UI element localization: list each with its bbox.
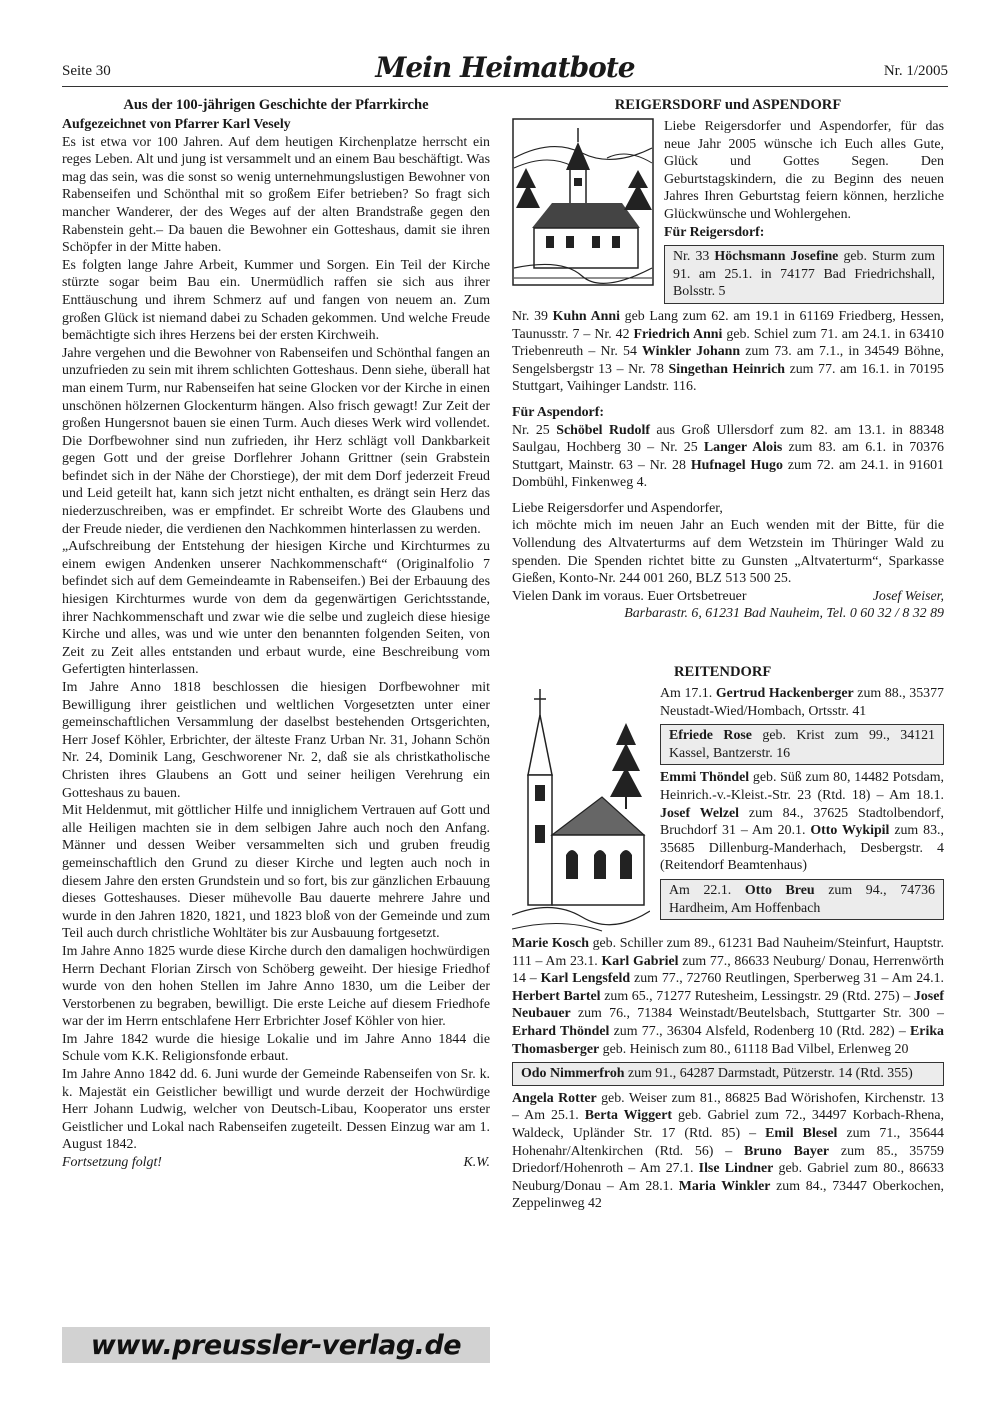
person-name: Maria Winkler bbox=[678, 1178, 771, 1194]
article-paragraph: Es folgten lange Jahre Arbeit, Kummer und Sorgen. Ein Teil der Kirche stürzte sogar beim Bau ein. Unermüdlich raffen sie sich aus ihrer Enttäuschung und ihrem Schmerz auf und fangen von neuem an. Zum großen Glück ist niemand dabei zu Schaden gekommen. Und welche Freude bemächtigte sich ihres Herzens bei der ersten Kirchweih. bbox=[62, 257, 490, 344]
article-byline: Aufgezeichnet von Pfarrer Karl Vesely bbox=[62, 117, 291, 132]
person-name: Herbert Bartel bbox=[512, 988, 601, 1004]
entry-details: zum 84., 37625 Stadtolbendorf, Bruchdorf 31 – Am 20.1. bbox=[660, 805, 944, 839]
reitendorf-entry bbox=[660, 685, 944, 720]
reigersdorf-birthdays bbox=[512, 308, 944, 396]
entry-details: zum 77., 72760 Reutlingen, Sperberweg 31 – Am 24.1. bbox=[630, 971, 945, 987]
entry-details: zum 85., 35759 Driedorf/Hohenroth – Am 27.1. bbox=[512, 1143, 944, 1177]
reigersdorf-intro: Liebe Reigersdorfer und Aspendorfer, für das neue Jahr 2005 wünsche ich Euch alles Gute, Glück und Gottes Segen. Den Geburtstagskindern, die zu Beginn des neuen Jahres Ihren Geburtstag feiern können, herzliche Glückwünsche und Wohlergehen. bbox=[664, 119, 944, 222]
page-header bbox=[62, 52, 948, 87]
appeal-signer: Josef Weiser, bbox=[872, 588, 944, 604]
person-name: Marie Kosch bbox=[512, 936, 589, 952]
entry-prefix: Am 22.1. bbox=[669, 882, 745, 898]
entry-details: zum 73. am 7.1., in 34549 Böhne, Sengelsbergstr 13 – Nr. 78 bbox=[512, 344, 944, 377]
article-paragraph: Mit Heldenmut, mit göttlicher Hilfe und inniglichem Vertrauen auf Gott und alle Heiligen machten sie in dem selbigen Jahre auch noch den Anfang. Männer und dessen Weiber versammelten sich und gruben freudig gemeinschaftlich den Grund zu dieser Kirche und legten auch noch in diesem Jahre den ersten Grundstein und so fort, bis zur gänzlichen Erbauung dieses Gotteshauses. Dieser mühevolle Bau dauerte mehrere Jahre und wurde in den Jahren 1820, 1821, und 1823 bloß von der Gemeinde und zum Teil auch durch christliche Wohltäter bis zur Ausbauung fortgesetzt. bbox=[62, 803, 490, 942]
person-name: Efriede Rose bbox=[669, 728, 752, 744]
entry-prefix: Nr. 33 bbox=[673, 249, 715, 265]
article-paragraph: Es ist etwa vor 100 Jahren. Auf dem heutigen Kirchenplatze herrscht ein reges Leben. Alt und jung ist versammelt und an einem Bau beschäftigt. Was mag das sein, was die sonst so wenig unternehmungslustigen Bewohner von Rabenseifen und Schönthal mit so großem Eifer betrieben? So fragt sich mancher Wanderer, der des Weges auf der alten Brandstraße gegen den Rabenstein geht.– Da bauen die Bewohner ein Gotteshaus, damit sie ihren Schöpfer in der Mitte haben. bbox=[62, 134, 490, 256]
masthead-logo: Mein Heimatbote bbox=[375, 51, 635, 84]
reigersdorf-intro-block bbox=[512, 118, 944, 308]
person-name: Emil Blesel bbox=[765, 1125, 838, 1141]
person-name: Hufnagel Hugo bbox=[690, 457, 783, 473]
continued-note: Fortsetzung folgt! bbox=[62, 1155, 162, 1171]
entry-prefix: Nr. 39 bbox=[512, 308, 553, 324]
entry-details: geb. Gabriel zum 80., 86633 Neuburg/Donau – Am 28.1. bbox=[512, 1161, 944, 1194]
person-name: Josef Welzel bbox=[660, 805, 740, 821]
person-name: Singethan Heinrich bbox=[668, 361, 785, 377]
entry-details: zum 77., 86633 Neuburg/ Donau, Herrenwörth 14 – bbox=[512, 953, 944, 987]
publisher-banner[interactable] bbox=[62, 1327, 490, 1363]
entry-details: zum 77., 36304 Alsfeld, Rodenberg 10 (Rtd. 282) – bbox=[609, 1024, 911, 1039]
entry-details: zum 65., 71277 Rutesheim, Lessingstr. 29 (Rtd. 275) – bbox=[600, 988, 914, 1004]
entry-details: geb. Schiller zum 89., 61231 Bad Nauheim/Steinfurt, Hauptstr. 111 – Am 23.1. bbox=[512, 936, 944, 969]
entry-details: geb. Schiel zum 71. am 24.1. in 63410 Triebenreuth – Nr. 54 bbox=[512, 326, 944, 360]
person-name: Schöbel Rudolf bbox=[556, 422, 650, 438]
person-name: Erika Thomasberger bbox=[512, 1024, 945, 1057]
entry-details: zum 77. am 16.1. in 70195 Stuttgart, Vaihinger Landstr. 116. bbox=[512, 361, 944, 395]
article-paragraph: „Aufschreibung der Entstehung der hiesigen Kirche und Kirchturmes zu einem ewigen Andenken unserer Nachkommenschaft“ (Originalfolio 7 befindet sich auf dem Gemeindeamte in Rabenseifen.) Bei der Erbauung des hiesigen Kirchturmes wurde von dem da gegenwärtigen Gerichtsstande, ihrer Nachkommenschaft und zwar wie die selbe und zugleich diese hiesige Kirche und alles, was und wie unter den benannten folgenden Seiten, von Zeit zu Zeit alles entstanden und erbaut wurde, eine Beschreibung vom Gefertigten hinterlassen. bbox=[62, 539, 490, 678]
entry-details: geb. Süß zum 80, 14482 Potsdam, Heinrich.-v.-Kleist.-Str. 23 (Rtd. 18) – Am 18.1. bbox=[660, 770, 944, 803]
page-number: Seite 30 bbox=[62, 63, 111, 79]
entry-details: zum 84., 73447 Oberkochen, Zeppelinweg 42 bbox=[512, 1178, 944, 1212]
appeal-thanks: Vielen Dank im voraus. Euer Ortsbetreuer bbox=[512, 588, 747, 604]
person-name: Gertrud Hackenberger bbox=[715, 686, 854, 702]
person-name: Erhard Thöndel bbox=[512, 1024, 610, 1039]
church-illustration bbox=[512, 685, 650, 935]
entry-details: zum 88., 35377 Neustadt-Wied/Hombach, Ortsstr. 41 bbox=[660, 686, 944, 719]
village-church-illustration bbox=[512, 118, 654, 308]
person-name: Josef Neubauer bbox=[512, 988, 944, 1022]
entry-details: zum 76., 71384 Weinstadt/Beutelsbach, Stuttgarter Str. 300 – bbox=[570, 1006, 944, 1022]
reitendorf-entries bbox=[660, 769, 944, 875]
entry-details: zum 91., 64287 Darmstadt, Pützerstr. 14 (Rtd. 355) bbox=[624, 1066, 913, 1082]
article-paragraph: Im Jahre Anno 1825 wurde diese Kirche durch den damaligen hochwürdigen Herrn Dechant Florian Zirsch von Schöberg geweiht. Der hiesige Friedhof wurde von den hohen Stellen im Jahre Anno 1830, um die Leiber der Verstorbenen zu begraben, bewilligt. Die erste Leiche auf diesem Friedhofe war der im Herrn entschlafene Herr Erbrichter Josef Köhler von hier. bbox=[62, 943, 490, 1030]
person-name: Karl Lengsfeld bbox=[540, 971, 631, 987]
entry-details: geb. Gabriel zum 72., 34497 Korbach-Rhena, Waldeck, Upländer Str. 17 (Rtd. 85) – bbox=[512, 1108, 945, 1141]
issue-number: Nr. 1/2005 bbox=[883, 63, 948, 79]
entry-details: zum 83. am 6.1. in 70376 Stuttgart, Mainstr. 63 – Nr. 28 bbox=[512, 440, 944, 473]
person-name: Odo Nimmerfroh bbox=[521, 1066, 625, 1082]
publisher-url[interactable]: www.preussler-verlag.de bbox=[90, 1329, 462, 1361]
person-name: Kuhn Anni bbox=[552, 308, 620, 324]
highlight-box bbox=[660, 724, 944, 765]
person-name: Angela Rotter bbox=[512, 1090, 597, 1106]
birthday-column bbox=[512, 96, 944, 1213]
person-name: Ilse Lindner bbox=[698, 1161, 774, 1177]
person-name: Berta Wiggert bbox=[584, 1108, 673, 1124]
article-paragraph: Jahre vergehen und die Bewohner von Rabenseifen und Schönthal fangen an unzufrieden zu sein mit ihrem schlichten Gotteshaus. Denn siehe, überall hat man einem Turm, nur Rabenseifen hat seine Glocken vor der Kirche in einen unschönen hölzernen Glockenturm hängen. Also frisch gewagt! Zur Zeit der großen Hungersnot bauen sie einen Turm. Auch dieses Werk wird vollendet. Die Dorfbewohner sind nun zufrieden, ihr Herz schlägt voll Dankbarkeit gegen Gott und der greise Dorflehrer Johann Grittner (sein Grabstein befindet sich in der Nähe der Chorstiege), der mit dem Dorf jederzeit Freud und Leid geteilt hat, kann sich jetzt nicht enthalten, es drängt sein Herz das niederzuschreiben, was er empfindet. Er schreibt Worte des Glaubens und der Freude nieder, die verdienen den Nachkommen hinterlassen zu werden. bbox=[62, 345, 490, 537]
appeal-address: Barbarastr. 6, 61231 Bad Nauheim, Tel. 0 60 32 / 8 32 89 bbox=[624, 606, 944, 622]
person-name: Emmi Thöndel bbox=[660, 770, 750, 786]
section-title-reitendorf: REITENDORF bbox=[674, 664, 772, 681]
entry-details: zum 94., 74736 Hardheim, Am Hoffenbach bbox=[669, 882, 935, 916]
entry-details: geb. Weiser zum 81., 86825 Bad Wörishofen, Kirchenstr. 13 – Am 25.1. bbox=[512, 1090, 944, 1124]
article-column bbox=[62, 96, 490, 1172]
appeal-greeting: Liebe Reigersdorfer und Aspendorfer, bbox=[512, 500, 723, 516]
person-name: Langer Alois bbox=[703, 440, 783, 456]
highlight-box bbox=[512, 1062, 944, 1086]
subhead-aspendorf: Für Aspendorf: bbox=[512, 404, 604, 420]
highlight-box bbox=[664, 245, 944, 304]
person-name: Höchsmann Josefine bbox=[714, 249, 839, 265]
article-paragraph: Im Jahre 1842 wurde die hiesige Lokalie und im Jahre Anno 1844 die Schule vom K.K. Religionsfonde erbaut. bbox=[62, 1031, 490, 1065]
entry-prefix: Am 17.1. bbox=[660, 686, 716, 702]
person-name: Otto Wykipil bbox=[810, 823, 890, 839]
appeal-signature bbox=[512, 588, 944, 606]
entry-prefix: Nr. 25 bbox=[512, 422, 557, 438]
person-name: Karl Gabriel bbox=[601, 953, 679, 969]
entry-details: geb Lang zum 62. am 19.1 in 61169 Friedberg, Hessen, Taunusstr. 7 – Nr. 42 bbox=[512, 308, 944, 342]
entry-details: zum 83., 35685 Dillenburg-Manderhach, Desbergstr. 4 (Reitendorf Beamtenhaus) bbox=[660, 823, 944, 874]
entry-details: geb. Heinisch zum 80., 61118 Bad Vilbel, Erlenweg 20 bbox=[599, 1041, 909, 1057]
entry-details: geb. Sturm zum 91. am 25.1. in 74177 Bad Friedrichshall, Bolsstr. 5 bbox=[673, 249, 936, 300]
subhead-reigersdorf: Für Reigersdorf: bbox=[664, 224, 765, 240]
section-title-reigersdorf: REIGERSDORF und ASPENDORF bbox=[614, 97, 842, 113]
article-paragraph: Im Jahre Anno 1818 beschlossen die hiesigen Dorfbewohner mit Bewilligung ihrer geistlichen und weltlichen Vorgesetzten unter einer gemeinschaftlichen Versammlung der daselbst bestehenden Ortsgerichten, Herr Josef Köhler, Erbrichter, der älteste Franz Urban Nr. 31, Johann Schön Nr. 24, Dominik Lang, Geschworener Nr. 2, daß sie als christkatholische Christen ihres Glaubens an Gott und seiner heiligen Verehrung ein Gotteshaus zu bauen. bbox=[62, 680, 490, 801]
entry-details: geb. Krist zum 99., 34121 Kassel, Bantzerstr. 16 bbox=[669, 728, 935, 761]
article-paragraph: Im Jahre Anno 1842 dd. 6. Juni wurde der Gemeinde Rabenseifen von Sr. k. k. Majestät ein Geistlicher bewilligt und wurde derzeit der Hochwürdige Herr Johann Ludwig, welcher von Deutsch-Libau, Kooperator uns erster Geistlicher und Lokal nach Rabenseifen zugeteilt. Dessen Einzug war am 1. August 1842. bbox=[62, 1067, 490, 1153]
person-name: Otto Breu bbox=[744, 882, 815, 898]
person-name: Bruno Bayer bbox=[743, 1143, 830, 1159]
reitendorf-entries bbox=[512, 1090, 944, 1213]
entry-details: zum 72. am 24.1. in 91601 Dombühl, Finkenweg 4. bbox=[512, 457, 944, 491]
reitendorf-intro-block bbox=[512, 685, 944, 935]
person-name: Winkler Johann bbox=[642, 344, 741, 360]
highlight-box bbox=[660, 879, 944, 920]
reitendorf-entries bbox=[512, 935, 944, 1058]
person-name: Friedrich Anni bbox=[633, 326, 723, 342]
article-body bbox=[62, 134, 490, 1154]
entry-details: zum 71., 35644 Hohenahr/Altenkirchen (Rtd. 56) – bbox=[512, 1125, 944, 1159]
appeal-text: ich möchte mich im neuen Jahr an Euch wenden mit der Bitte, für die Vollendung des Altvaterturms auf dem Wetzstein im Thüringer Wald zu spenden. Die Spenden richtet bitte zu Gunsten „Altvaterturm“, Sparkasse Gießen, Konto-Nr. 244 001 260, BLZ 513 500 25. bbox=[512, 518, 944, 587]
entry-details: aus Groß Ullersdorf zum 82. am 13.1. in 88348 Saulgau, Hochberg 30 – Nr. 25 bbox=[512, 422, 945, 456]
article-title: Aus der 100-jährigen Geschichte der Pfarrkirche bbox=[123, 97, 429, 113]
article-initials: K.W. bbox=[463, 1155, 490, 1171]
article-footer bbox=[62, 1154, 490, 1172]
aspendorf-birthdays bbox=[512, 422, 944, 492]
